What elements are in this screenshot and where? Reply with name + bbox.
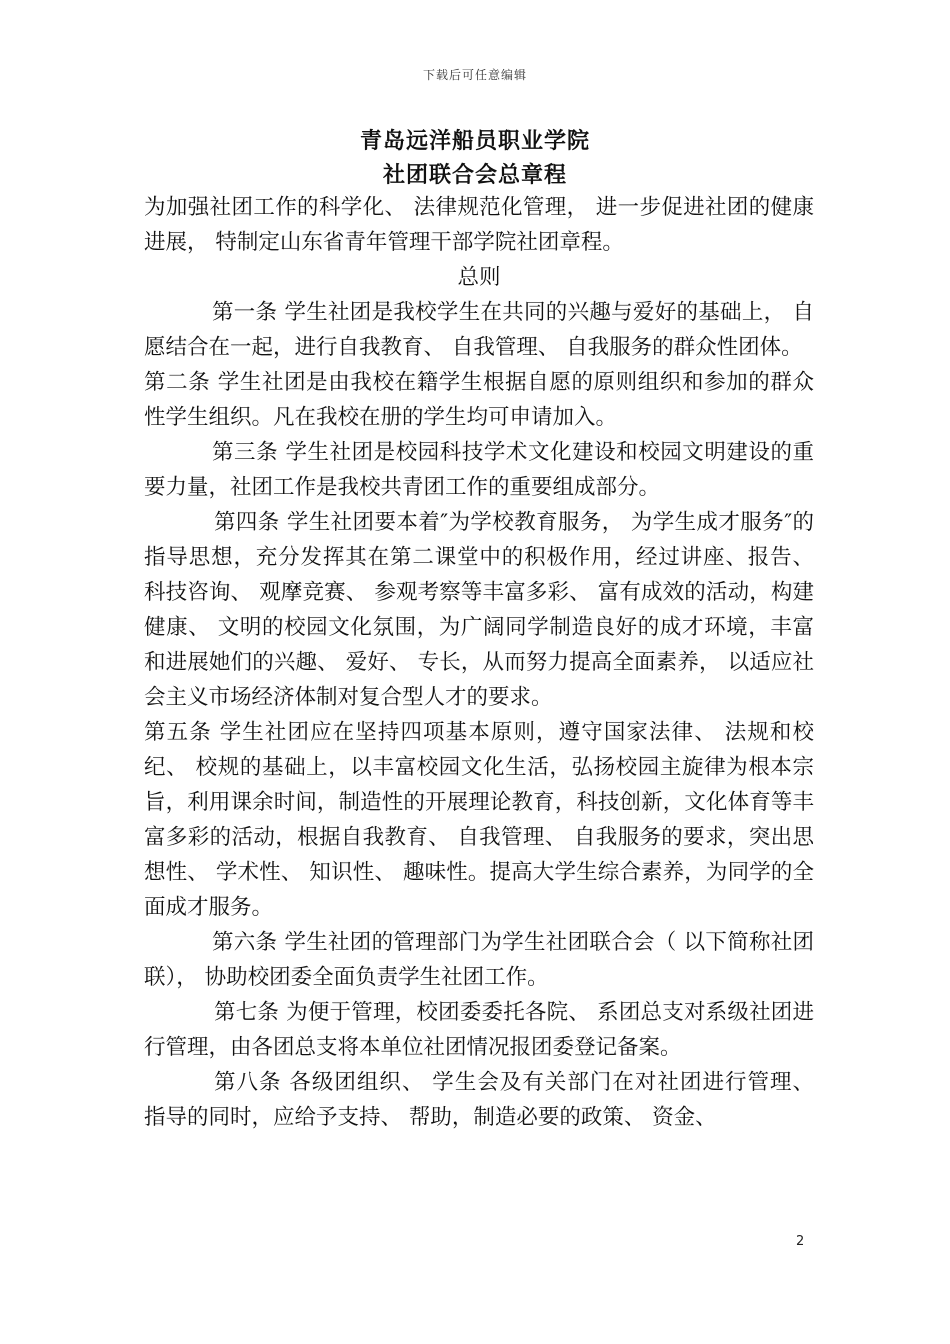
document-title: 青岛远洋船员职业学院 — [359, 129, 590, 154]
document-subtitle: 社团联合会总章程 — [382, 163, 567, 188]
document-body — [144, 190, 814, 1135]
article-paragraph: 第三条 学生社团是校园科技学术文化建设和校园文明建设的重要力量，社团工作是我校共青团工作的重要组成部分。 — [144, 440, 814, 500]
article-paragraph: 第七条 为便于管理，校团委委托各院、 系团总支对系级社团进行管理，由各团总支将本单位社团情况报团委登记备案。 — [144, 1000, 814, 1060]
article-paragraph: 第一条 学生社团是我校学生在共同的兴趣与爱好的基础上， 自愿结合在一起，进行自我教育、 自我管理、 自我服务的群众性团体。 — [144, 300, 814, 360]
article-paragraph: 第五条 学生社团应在坚持四项基本原则，遵守国家法律、 法规和校纪、 校规的基础上，以丰富校园文化生活，弘扬校园主旋律为根本宗旨，利用课余时间，制造性的开展理论教育，科技创新，文化体育等丰富多彩的活动，根据自我教育、 自我管理、 自我服务的要求，突出思想性、 学术性、 知识性、 趣味性。提高大学生综合素养，为同学的全面成才服务。 — [144, 720, 814, 920]
intro-paragraph: 为加强社团工作的科学化、 法律规范化管理， 进一步促进社团的健康进展， 特制定山东省青年管理干部学院社团章程。 — [144, 195, 814, 255]
article-paragraph: 第八条 各级团组织、 学生会及有关部门在对社团进行管理、 指导的同时，应给予支持、 帮助，制造必要的政策、 资金、 — [144, 1070, 814, 1130]
page-number: 2 — [796, 1234, 805, 1249]
section-heading: 总则 — [457, 265, 501, 290]
article-paragraph: 第四条 学生社团要本着″为学校教育服务， 为学生成才服务″的指导思想，充分发挥其在第二课堂中的积极作用，经过讲座、报告、 科技咨询、 观摩竞赛、 参观考察等丰富多彩、 富有成效的活动，构建健康、 文明的校园文化氛围，为广阔同学制造良好的成才环境，丰富和进展她们的兴趣、 爱好、 专长，从而努力提高全面素养， 以适应社会主义市场经济体制对复合型人才的要求。 — [144, 510, 814, 710]
article-paragraph: 第六条 学生社团的管理部门为学生社团联合会（ 以下简称社团联）， 协助校团委全面负责学生社团工作。 — [144, 930, 814, 990]
article-paragraph: 第二条 学生社团是由我校在籍学生根据自愿的原则组织和参加的群众性学生组织。凡在我校在册的学生均可申请加入。 — [144, 370, 814, 430]
header-note: 下载后可任意编辑 — [422, 68, 527, 82]
